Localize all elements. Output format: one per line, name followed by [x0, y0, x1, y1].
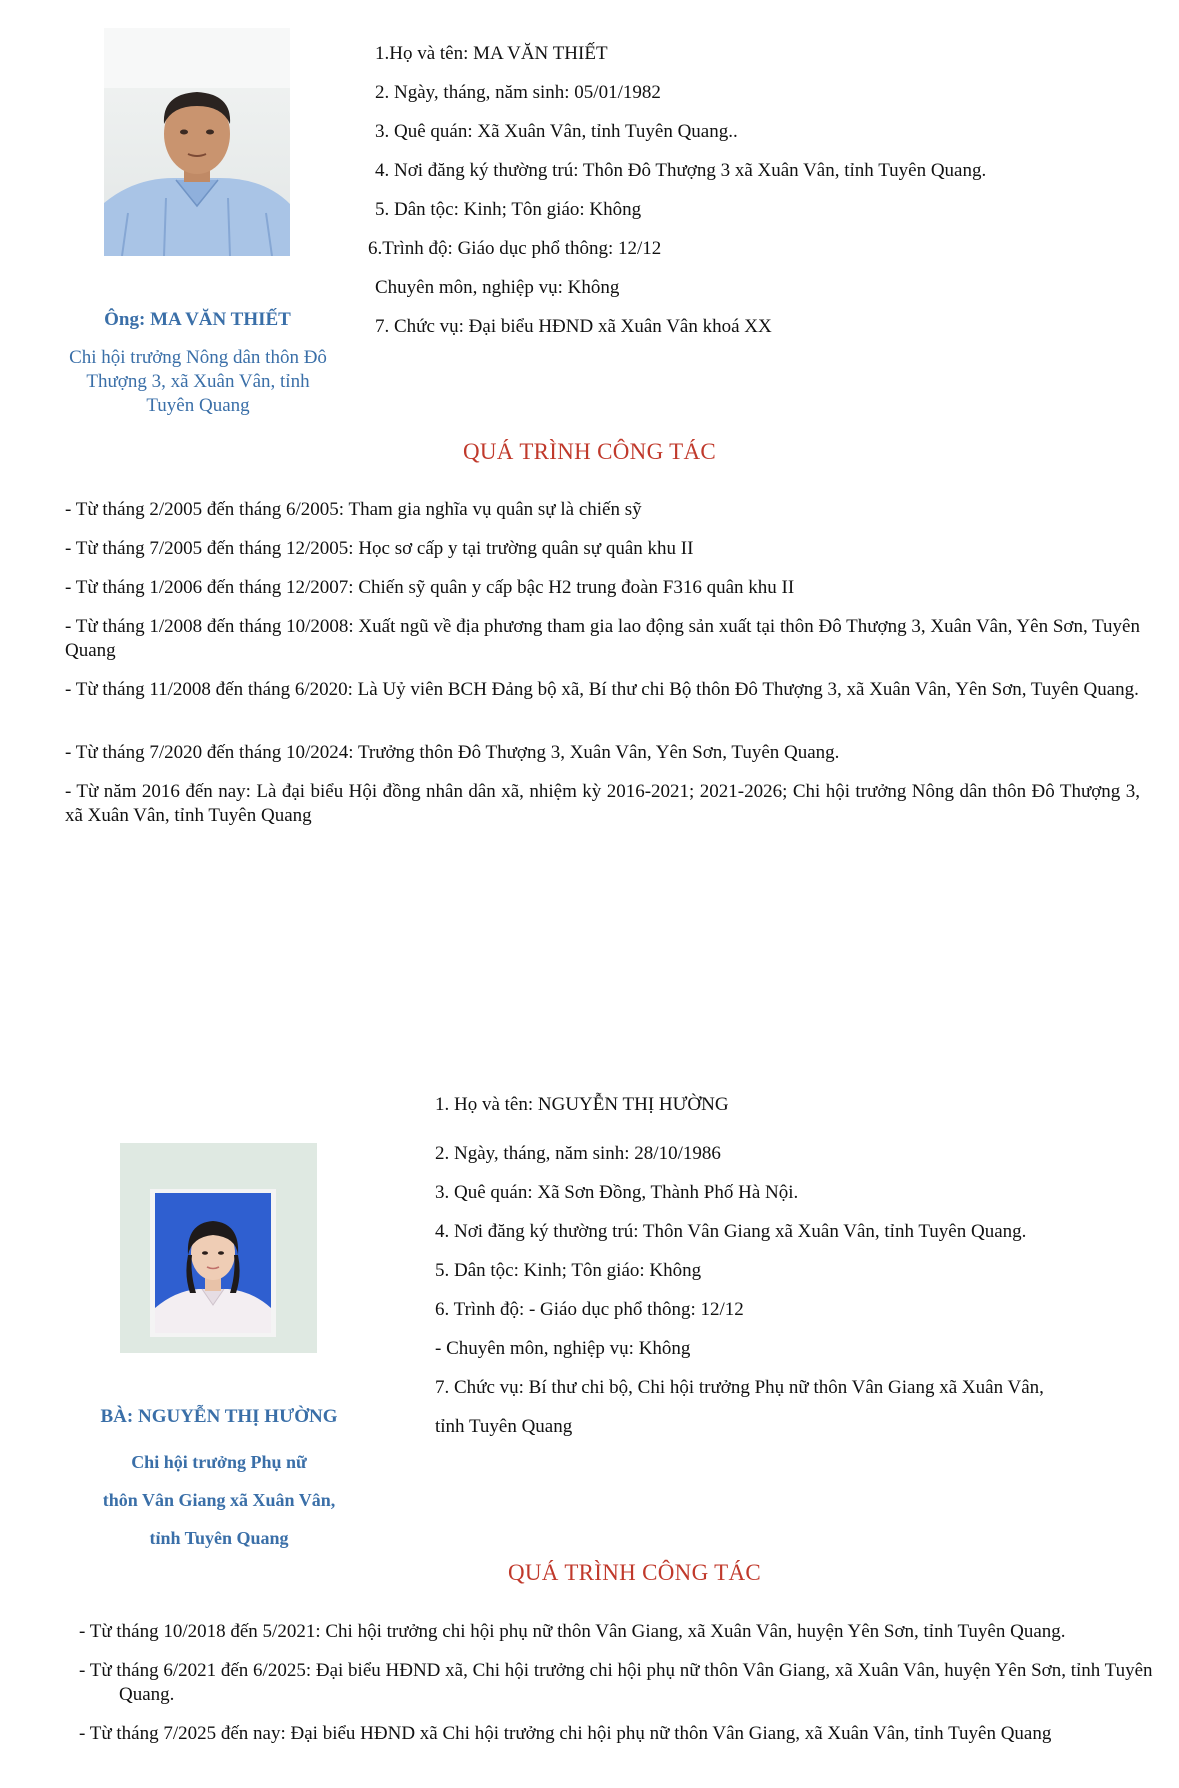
- history-item: - Từ tháng 2/2005 đến tháng 6/2005: Tham gia nghĩa vụ quân sự là chiến sỹ: [65, 499, 642, 520]
- history-item: - Từ tháng 10/2018 đến 5/2021: Chi hội trưởng chi hội phụ nữ thôn Vân Giang, xã Xuân Vân, huyện Yên Sơn, tỉnh Tuyên Quang.: [79, 1621, 1066, 1642]
- history-item: - Từ tháng 7/2005 đến tháng 12/2005: Học sơ cấp y tại trường quân sự quân khu II: [65, 538, 694, 559]
- history-item: - Từ tháng 1/2006 đến tháng 12/2007: Chiến sỹ quân y cấp bậc H2 trung đoàn F316 quân khu II: [65, 577, 795, 598]
- history-item: - Từ tháng 11/2008 đến tháng 6/2020: Là Uỷ viên BCH Đảng bộ xã, Bí thư chi Bộ thôn Đô Thượng 3, xã Xuân Vân, Yên Sơn, Tuyên Quang.: [65, 679, 1139, 700]
- history-item: - Từ tháng 6/2021 đến 6/2025: Đại biểu HĐND xã, Chi hội trưởng chi hội phụ nữ thôn Vân Giang, xã Xuân Vân, huyện Yên Sơn, tỉnh Tuyên Quang.: [79, 1660, 1153, 1705]
- portrait-photo-1-image: [104, 28, 290, 256]
- info-line: 3. Quê quán: Xã Xuân Vân, tỉnh Tuyên Quang..: [375, 121, 738, 142]
- info-line: - Chuyên môn, nghiệp vụ: Không: [435, 1338, 691, 1359]
- section-title-2: QUÁ TRÌNH CÔNG TÁC: [507, 1560, 762, 1585]
- caption-name-1: Ông: MA VĂN THIẾT: [104, 309, 291, 330]
- caption-name-2: BÀ: NGUYỄN THỊ HƯỜNG: [100, 1406, 338, 1427]
- info-line: 4. Nơi đăng ký thường trú: Thôn Đô Thượng 3 xã Xuân Vân, tỉnh Tuyên Quang.: [375, 160, 987, 181]
- caption-role-2-line: thôn Vân Giang xã Xuân Vân,: [102, 1490, 336, 1510]
- history-item: - Từ tháng 7/2020 đến tháng 10/2024: Trưởng thôn Đô Thượng 3, Xuân Vân, Yên Sơn, Tuyên Quang.: [65, 742, 840, 763]
- info-line: 7. Chức vụ: Đại biểu HĐND xã Xuân Vân khoá XX: [375, 316, 772, 337]
- section-title-1: QUÁ TRÌNH CÔNG TÁC: [462, 439, 717, 464]
- info-line: 3. Quê quán: Xã Sơn Đồng, Thành Phố Hà Nội.: [435, 1182, 799, 1203]
- info-line: 6. Trình độ: - Giáo dục phổ thông: 12/12: [435, 1299, 744, 1320]
- info-line: 2. Ngày, tháng, năm sinh: 28/10/1986: [435, 1143, 721, 1164]
- caption-role-2-line: Chi hội trưởng Phụ nữ: [131, 1452, 307, 1472]
- caption-role-1: Chi hội trưởng Nông dân thôn Đô Thượng 3, xã Xuân Vân, tỉnh Tuyên Quang: [69, 347, 327, 416]
- work-history-2: [79, 1620, 1154, 1746]
- info-line: 1. Họ và tên: NGUYỄN THỊ HƯỜNG: [435, 1094, 729, 1115]
- info-line: 1.Họ và tên: MA VĂN THIẾT: [375, 43, 608, 64]
- portrait-photo-1: [104, 28, 290, 256]
- info-line: tỉnh Tuyên Quang: [435, 1416, 573, 1437]
- info-line: 4. Nơi đăng ký thường trú: Thôn Vân Giang xã Xuân Vân, tỉnh Tuyên Quang.: [435, 1221, 1027, 1242]
- info-line: 5. Dân tộc: Kinh; Tôn giáo: Không: [435, 1260, 702, 1281]
- portrait-photo-2-image: [120, 1143, 317, 1353]
- history-item: - Từ năm 2016 đến nay: Là đại biểu Hội đồng nhân dân xã, nhiệm kỳ 2016-2021; 2021-2026; Chi hội trưởng Nông dân thôn Đô Thượng 3, xã Xuân Vân, tỉnh Tuyên Quang: [65, 781, 1140, 826]
- info-line: 7. Chức vụ: Bí thư chi bộ, Chi hội trưởng Phụ nữ thôn Vân Giang xã Xuân Vân,: [435, 1377, 1044, 1398]
- caption-role-2: [85, 1443, 353, 1557]
- caption-role-2-line: tỉnh Tuyên Quang: [149, 1528, 289, 1548]
- info-line: 5. Dân tộc: Kinh; Tôn giáo: Không: [375, 199, 642, 220]
- portrait-photo-2: [120, 1143, 317, 1353]
- info-line: 6.Trình độ: Giáo dục phổ thông: 12/12: [368, 238, 662, 259]
- history-item: - Từ tháng 7/2025 đến nay: Đại biểu HĐND xã Chi hội trưởng chi hội phụ nữ thôn Vân Giang, xã Xuân Vân, tỉnh Tuyên Quang: [79, 1723, 1052, 1744]
- info-line: Chuyên môn, nghiệp vụ: Không: [375, 277, 620, 298]
- info-line: 2. Ngày, tháng, năm sinh: 05/01/1982: [375, 82, 661, 103]
- history-item: - Từ tháng 1/2008 đến tháng 10/2008: Xuất ngũ về địa phương tham gia lao động sản xuất tại thôn Đô Thượng 3, Xuân Vân, Yên Sơn, Tuyên Quang: [65, 616, 1140, 661]
